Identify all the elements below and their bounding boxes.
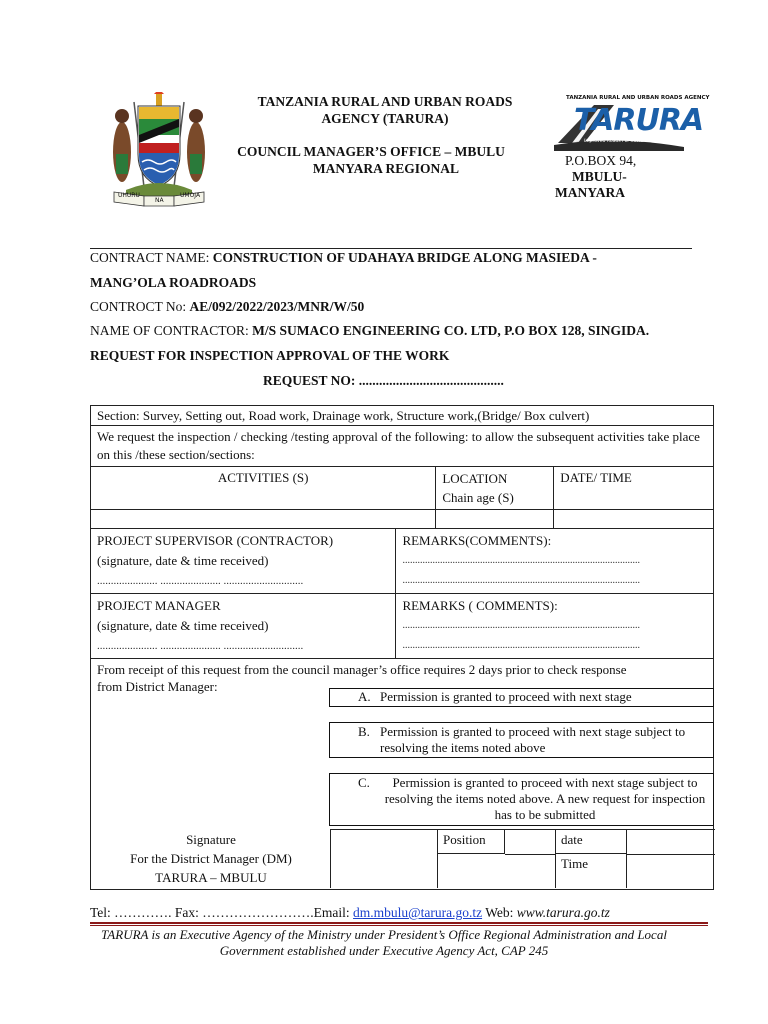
contract-name-label: CONTRACT NAME:: [90, 250, 210, 265]
position-entry[interactable]: [505, 830, 556, 855]
option-b-text: Permission is granted to proceed with next stage subject to resolving the items noted above: [380, 724, 686, 755]
region: MANYARA: [555, 185, 625, 200]
footer-note: TARURA is an Executive Agency of the Ministry under President’s Office Regional Administration and Local Government established under Executive Agency Act, CAP 245: [101, 927, 667, 958]
manager-dots[interactable]: ...................... ...................... .............................: [97, 640, 304, 652]
option-c[interactable]: [329, 773, 714, 826]
option-c-text: Permission is granted to proceed with next stage subject to resolving the items noted above. A new request for inspection has to be submitted: [384, 775, 706, 822]
emblem-motto-left: UHURU: [118, 192, 140, 199]
contract-no-label: CONTROCT No:: [90, 299, 187, 314]
logo-wordmark: TARURA: [574, 103, 704, 138]
contract-name-value: CONSTRUCTION OF UDAHAYA BRIDGE ALONG MASIEDA -: [212, 250, 597, 265]
position-label-cell: [437, 830, 505, 854]
remarks2-cell: [396, 594, 714, 659]
supervisor-dots[interactable]: ...................... ...................... .............................: [97, 575, 304, 587]
po-box: P.O.BOX 94,: [565, 153, 637, 168]
tarura-logo: [554, 95, 710, 151]
signature-line2: For the District Manager (DM): [130, 851, 292, 866]
activities-entry[interactable]: [91, 510, 436, 529]
contractor-label: NAME OF CONTRACTOR:: [90, 323, 249, 338]
remarks1-title: REMARKS(COMMENTS):: [402, 533, 552, 548]
remarks1-line1[interactable]: ...............................................................................................: [402, 555, 640, 566]
footer-contacts: [90, 905, 610, 921]
option-b[interactable]: [329, 722, 714, 758]
location-label: LOCATION: [442, 471, 508, 486]
remarks1-cell: [396, 529, 714, 594]
office-title-line2: MANYARA REGIONAL: [312, 161, 460, 176]
contractor-row: [90, 323, 649, 339]
footer-web[interactable]: www.tarura.go.tz: [516, 905, 610, 920]
signature-line1: Signature: [186, 832, 236, 847]
manager-title: PROJECT MANAGER: [97, 598, 221, 613]
time-label: Time: [561, 856, 588, 871]
office-title-line1: COUNCIL MANAGER’S OFFICE – MBULU: [237, 144, 505, 159]
agency-title-line2: AGENCY (TARURA): [321, 111, 449, 126]
datetime-header: DATE/ TIME: [554, 467, 714, 510]
contract-name-cont: MANG’OLA ROADROADS: [90, 275, 257, 290]
option-a-text: Permission is granted to proceed with next stage: [380, 689, 632, 704]
request-cell: We request the inspection / checking /testing approval of the following: to allow the subsequent activities take place on this /these section/sections:: [91, 426, 714, 467]
manager-row: [91, 594, 714, 659]
contract-name-row: [90, 250, 597, 266]
location-header: [436, 467, 554, 510]
signature-block: [96, 830, 326, 887]
position-label: Position: [443, 832, 486, 847]
supervisor-sub: (signature, date & time received): [97, 553, 269, 568]
datetime-entry[interactable]: [554, 510, 714, 529]
location-entry[interactable]: [436, 510, 554, 529]
activities-entry-row: [91, 510, 714, 529]
option-a-letter: A.: [358, 689, 371, 704]
logo-top-text: TANZANIA RURAL AND URBAN ROADS AGENCY: [566, 95, 710, 101]
footer-web-label: Web:: [482, 905, 517, 920]
coat-of-arms-emblem: [104, 92, 214, 210]
emblem-motto-right: UMOJA: [180, 192, 201, 199]
agency-title-line1: TANZANIA RURAL AND URBAN ROADS: [257, 94, 513, 109]
supervisor-row: [91, 529, 714, 594]
receipt-text: From receipt of this request from the council manager’s office requires 2 days prior to check response from District Manager:: [97, 662, 627, 694]
signature-line3: TARURA – MBULU: [155, 870, 267, 885]
agency-title: [240, 93, 530, 127]
activities-header: ACTIVITIES (S): [91, 467, 436, 510]
time-entry[interactable]: [627, 854, 715, 888]
manager-cell: [91, 594, 396, 659]
date-label-cell: [555, 830, 627, 854]
supervisor-cell: [91, 529, 396, 594]
request-row: [91, 426, 714, 467]
office-title: [226, 143, 516, 177]
signature-space[interactable]: [331, 830, 438, 888]
manager-sub: (signature, date & time received): [97, 618, 269, 633]
request-title: REQUEST FOR INSPECTION APPROVAL OF THE WORK: [90, 348, 450, 363]
chainage-label: Chain age (S): [442, 490, 514, 505]
activities-header-row: [91, 467, 714, 510]
emblem-motto-mid: NA: [155, 197, 164, 204]
contract-no-row: [90, 299, 364, 315]
remarks2-title: REMARKS ( COMMENTS):: [402, 598, 558, 613]
date-label: date: [561, 832, 583, 847]
footer-email-link[interactable]: dm.mbulu@tarura.go.tz: [353, 905, 483, 920]
header-rule: [90, 248, 692, 249]
option-c-letter: C.: [358, 775, 370, 790]
town: MBULU-: [572, 169, 627, 184]
remarks2-line2[interactable]: ...............................................................................................: [402, 640, 640, 651]
section-row: [91, 406, 714, 426]
option-b-letter: B.: [358, 724, 370, 739]
contract-no-value: AE/092/2022/2023/MNR/W/50: [189, 299, 365, 314]
remarks2-line1[interactable]: ...............................................................................................: [402, 620, 640, 631]
position-value-entry[interactable]: [437, 854, 556, 888]
remarks1-line2[interactable]: ...............................................................................................: [402, 575, 640, 586]
time-label-cell: [555, 854, 627, 888]
footer-tel-fax: Tel: …………. Fax: …………………….Email:: [90, 905, 354, 920]
signature-grid: [330, 829, 715, 888]
contractor-value: M/S SUMACO ENGINEERING CO. LTD, P.O BOX 128, SINGIDA.: [252, 323, 650, 338]
date-entry[interactable]: [627, 830, 715, 855]
logo-tagline: Improved Roads For Sustainable Development: [584, 139, 689, 144]
request-no: REQUEST NO: ...........................................: [263, 373, 504, 388]
option-a[interactable]: [329, 688, 714, 707]
supervisor-title: PROJECT SUPERVISOR (CONTRACTOR): [97, 533, 334, 548]
footer-rule: [90, 922, 708, 926]
section-cell: Section: Survey, Setting out, Road work, Drainage work, Structure work,(Bridge/ Box culvert): [91, 406, 714, 426]
